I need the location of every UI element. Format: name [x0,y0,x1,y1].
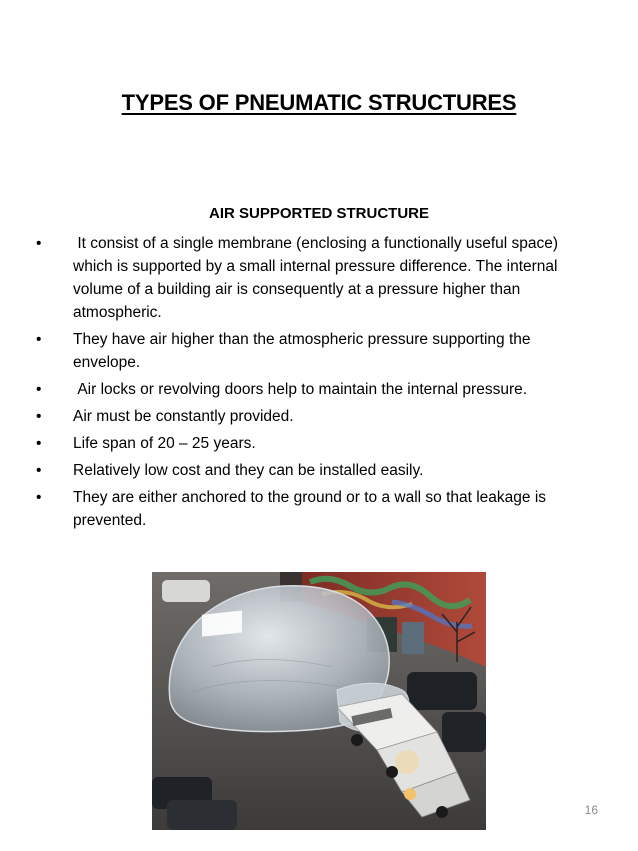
section-subtitle: AIR SUPPORTED STRUCTURE [208,205,429,222]
dumpster [402,622,424,654]
bullet-text: They are either anchored to the ground or to a wall so that leakage is prevented. [73,489,547,529]
car-right [407,672,477,710]
list-item [36,328,596,374]
list-item [36,486,596,532]
bullet-text: It consist of a single membrane (enclosing a functionally useful space) which is supported by a small internal pressure difference. The internal volume of a building air is consequently at a pressure higher than atmospheric. [73,235,563,321]
bullet-list [36,232,596,536]
bullet-marker: • [36,381,42,398]
bullet-marker: • [36,435,42,452]
dome-reflection [202,611,242,637]
bullet-marker: • [36,462,42,479]
car-right [442,712,486,752]
bullet-text: Life span of 20 – 25 years. [73,435,256,452]
bullet-marker: • [36,408,42,425]
bullet-text: Air must be constantly provided. [73,408,294,425]
bullet-text: Air locks or revolving doors help to maintain the internal pressure. [73,381,528,398]
page-number: 16 [584,803,598,817]
slide-title: TYPES OF PNEUMATIC STRUCTURES [121,90,517,115]
car-bottom-left [167,800,237,830]
bullet-text: Relatively low cost and they can be installed easily. [73,462,424,479]
bullet-marker: • [36,489,42,506]
list-item [36,232,596,324]
list-item [36,459,596,482]
car-top-left [162,580,210,602]
bullet-marker: • [36,331,42,348]
list-item [36,378,596,401]
list-item [36,432,596,455]
list-item [36,405,596,428]
bullet-marker: • [36,235,42,252]
air-supported-structure-photo [152,572,486,830]
bullet-text: They have air higher than the atmospheric pressure supporting the envelope. [73,331,531,371]
